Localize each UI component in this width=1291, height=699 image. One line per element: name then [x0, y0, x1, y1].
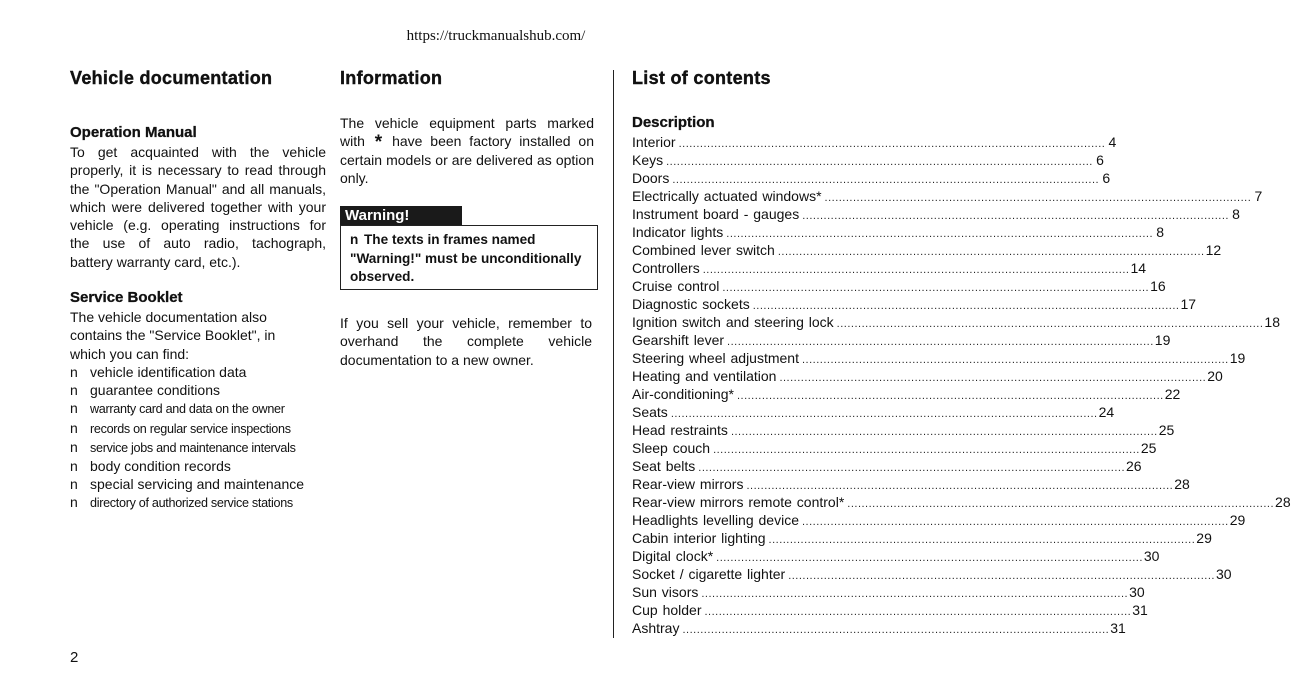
toc-entry-page: 14 [1130, 260, 1147, 276]
bullet-marker: n [70, 382, 78, 399]
toc-entry[interactable] [632, 331, 1171, 349]
toc-entry[interactable] [632, 565, 1232, 583]
contents-list [632, 133, 1291, 637]
toc-leader-dots: ........................................................................................................................ [722, 282, 1150, 294]
service-booklet-text: The vehicle documentation also contains the "Service Booklet", in which you can find: [70, 309, 276, 362]
toc-leader-dots: ........................................................................................................................ [713, 444, 1140, 456]
bullet-marker: n [70, 476, 78, 493]
toc-leader-dots: ........................................................................................................................ [836, 318, 1264, 330]
bullet-marker: n [70, 494, 78, 511]
toc-entry-label: Head restraints [632, 422, 728, 438]
toc-entry[interactable] [632, 547, 1160, 565]
toc-leader-dots: ........................................................................................................................ [802, 516, 1229, 528]
toc-entry-page: 28 [1275, 494, 1291, 510]
toc-entry[interactable] [632, 493, 1291, 511]
column-divider [613, 70, 614, 638]
toc-entry-label: Controllers [632, 260, 700, 276]
description-section-heading: Description [632, 114, 715, 131]
information-title: Information [340, 68, 443, 88]
toc-entry-label: Indicator lights [632, 224, 724, 240]
toc-entry[interactable] [632, 439, 1157, 457]
toc-entry-page: 30 [1143, 548, 1160, 564]
toc-entry-label: Doors [632, 170, 670, 186]
toc-entry-label: Sleep couch [632, 440, 711, 456]
toc-entry[interactable] [632, 313, 1280, 331]
toc-entry-page: 19 [1154, 332, 1171, 348]
toc-entry-page: 30 [1129, 584, 1145, 600]
toc-leader-dots: ........................................................................................................................ [702, 264, 1130, 276]
toc-entry-label: Electrically actuated windows* [632, 188, 822, 204]
toc-leader-dots: ........................................................................................................................ [704, 606, 1132, 618]
toc-entry-label: Combined lever switch [632, 242, 775, 258]
toc-entry-page: 12 [1205, 242, 1222, 258]
toc-entry[interactable] [632, 385, 1181, 403]
toc-entry[interactable] [632, 205, 1240, 223]
toc-entry-page: 31 [1132, 602, 1148, 618]
toc-entry[interactable] [632, 277, 1166, 295]
bullet-marker: n [70, 457, 78, 474]
service-booklet-item [70, 457, 326, 475]
service-booklet-item [70, 438, 326, 457]
toc-leader-dots: ........................................................................................................................ [666, 156, 1093, 168]
toc-entry-label: Cruise control [632, 278, 720, 294]
toc-leader-dots: ........................................................................................................................ [730, 426, 1158, 438]
toc-entry-page: 4 [1108, 134, 1117, 150]
bullet-marker: n [70, 438, 78, 455]
warning-text: The texts in frames named "Warning!" must be unconditionally observed. [350, 232, 582, 284]
toc-entry[interactable] [632, 259, 1147, 277]
toc-entry-page: 31 [1110, 620, 1126, 636]
toc-entry-label: Headlights levelling device [632, 512, 799, 528]
service-booklet-item [70, 475, 326, 493]
toc-leader-dots: ........................................................................................................................ [726, 228, 1154, 240]
toc-entry-page: 19 [1229, 350, 1246, 366]
toc-leader-dots: ........................................................................................................................ [746, 480, 1174, 492]
contents-column [632, 66, 1291, 637]
toc-entry[interactable] [632, 601, 1148, 619]
toc-leader-dots: ........................................................................................................................ [824, 192, 1252, 204]
toc-leader-dots: ........................................................................................................................ [672, 174, 1100, 186]
toc-entry-label: Gearshift lever [632, 332, 725, 348]
toc-leader-dots: ........................................................................................................................ [682, 624, 1110, 636]
toc-entry-label: Seats [632, 404, 668, 420]
information-text-part2: have been factory installed on certain models or are delivered as option only. [340, 133, 595, 186]
toc-entry-page: 25 [1140, 440, 1157, 456]
toc-entry[interactable] [632, 511, 1246, 529]
toc-leader-dots: ........................................................................................................................ [802, 354, 1229, 366]
toc-entry[interactable] [632, 133, 1117, 151]
bullet-marker: n [70, 419, 78, 436]
toc-entry-label: Sun visors [632, 584, 699, 600]
toc-entry-page: 30 [1215, 566, 1232, 582]
toc-entry-page: 28 [1174, 476, 1190, 492]
service-booklet-heading: Service Booklet [70, 289, 183, 307]
toc-entry[interactable] [632, 457, 1142, 475]
toc-entry-label: Socket / cigarette lighter [632, 566, 786, 582]
toc-leader-dots: ........................................................................................................................ [670, 408, 1098, 420]
warning-label: Warning! [340, 206, 462, 225]
toc-entry[interactable] [632, 295, 1197, 313]
page-number: 2 [70, 649, 79, 666]
service-booklet-item-text: warranty card and data on the owner [90, 402, 285, 417]
toc-leader-dots: ........................................................................................................................ [788, 570, 1215, 582]
toc-entry[interactable] [632, 151, 1104, 169]
vehicle-documentation-title: Vehicle documentation [70, 68, 273, 88]
toc-entry-page: 29 [1229, 512, 1246, 528]
toc-entry[interactable] [632, 349, 1246, 367]
toc-entry-page: 6 [1102, 170, 1111, 186]
toc-entry-page: 24 [1098, 404, 1115, 420]
toc-entry-label: Air-conditioning* [632, 386, 734, 402]
service-booklet-item-text: vehicle identification data [90, 363, 247, 380]
service-booklet-item [70, 381, 326, 399]
toc-entry[interactable] [632, 421, 1175, 439]
toc-leader-dots: ........................................................................................................................ [701, 588, 1129, 600]
service-booklet-list [70, 363, 326, 513]
toc-entry-page: 26 [1126, 458, 1142, 474]
operation-manual-heading: Operation Manual [70, 124, 197, 141]
toc-entry-label: Instrument board - gauges [632, 206, 800, 222]
toc-entry-page: 8 [1232, 206, 1240, 222]
toc-entry-label: Digital clock* [632, 548, 714, 564]
service-booklet-item-text: records on regular service inspections [90, 421, 291, 436]
toc-entry-label: Diagnostic sockets [632, 296, 750, 312]
toc-leader-dots: ........................................................................................................................ [777, 246, 1205, 258]
information-column [340, 66, 600, 187]
toc-entry-page: 7 [1254, 188, 1263, 204]
service-booklet-item [70, 363, 326, 381]
toc-entry[interactable] [632, 169, 1111, 187]
star-marker: * [374, 132, 383, 154]
toc-entry[interactable] [632, 583, 1145, 601]
toc-entry[interactable] [632, 475, 1190, 493]
toc-entry-label: Rear-view mirrors remote control* [632, 494, 845, 510]
toc-entry-label: Steering wheel adjustment [632, 350, 799, 366]
source-url: https://truckmanualshub.com/ [406, 28, 586, 44]
toc-entry[interactable] [632, 223, 1165, 241]
toc-entry[interactable] [632, 619, 1126, 637]
toc-entry-label: Ashtray [632, 620, 680, 636]
vehicle-documentation-column [70, 66, 326, 513]
toc-entry-label: Rear-view mirrors [632, 476, 744, 492]
service-booklet-item [70, 399, 326, 418]
service-booklet-item-text: service jobs and maintenance intervals [90, 440, 296, 455]
toc-entry-label: Cabin interior lighting [632, 530, 766, 546]
service-booklet-item [70, 493, 326, 512]
toc-entry[interactable] [632, 403, 1115, 421]
toc-leader-dots: ........................................................................................................................ [847, 498, 1275, 510]
toc-entry-page: 17 [1180, 296, 1197, 312]
information-text [340, 114, 594, 187]
toc-leader-dots: ........................................................................................................................ [678, 138, 1106, 150]
sell-vehicle-text: If you sell your vehicle, remember to overhand the complete vehicle documentation to a new owner. [340, 315, 592, 368]
warning-box [340, 225, 598, 290]
toc-entry[interactable] [632, 187, 1263, 205]
toc-entry-page: 18 [1264, 314, 1280, 330]
toc-entry[interactable] [632, 241, 1222, 259]
toc-entry-page: 8 [1156, 224, 1165, 240]
toc-leader-dots: ........................................................................................................................ [768, 534, 1196, 546]
service-booklet-item-text: body condition records [90, 457, 231, 474]
toc-leader-dots: ........................................................................................................................ [752, 300, 1180, 312]
warning-bullet-marker: n [350, 232, 359, 247]
toc-entry-label: Interior [632, 134, 676, 150]
toc-entry-page: 22 [1164, 386, 1181, 402]
information-text-part1: The vehicle equipment parts marked with [340, 115, 594, 150]
toc-leader-dots: ........................................................................................................................ [698, 462, 1126, 474]
list-of-contents-title: List of contents [632, 68, 771, 88]
toc-leader-dots: ........................................................................................................................ [716, 552, 1143, 564]
toc-entry[interactable] [632, 367, 1223, 385]
operation-manual-text: To get acquainted with the vehicle properly, it is necessary to read through the "Operation Manual" and all manuals, which were delivered together with your vehicle (e.g. operating instructions for the use of auto radio, tachograph, battery warranty card, etc.). [70, 144, 326, 270]
toc-entry-label: Heating and ventilation [632, 368, 777, 384]
toc-entry-label: Ignition switch and steering lock [632, 314, 834, 330]
toc-entry-page: 16 [1150, 278, 1166, 294]
toc-entry-page: 20 [1207, 368, 1223, 384]
toc-leader-dots: ........................................................................................................................ [727, 336, 1154, 348]
service-booklet-item-text: directory of authorized service stations [90, 496, 293, 511]
service-booklet-item-text: special servicing and maintenance [90, 476, 305, 493]
service-booklet-item [70, 419, 326, 438]
toc-entry-label: Keys [632, 152, 664, 168]
toc-entry[interactable] [632, 529, 1212, 547]
toc-entry-label: Cup holder [632, 602, 702, 618]
toc-entry-page: 29 [1196, 530, 1212, 546]
service-booklet-item-text: guarantee conditions [90, 382, 220, 399]
toc-leader-dots: ........................................................................................................................ [779, 372, 1207, 384]
toc-leader-dots: ........................................................................................................................ [802, 210, 1229, 222]
bullet-marker: n [70, 400, 78, 417]
toc-leader-dots: ........................................................................................................................ [736, 390, 1164, 402]
toc-entry-page: 6 [1096, 152, 1104, 168]
toc-entry-page: 25 [1158, 422, 1175, 438]
bullet-marker: n [70, 363, 78, 380]
toc-entry-label: Seat belts [632, 458, 696, 474]
